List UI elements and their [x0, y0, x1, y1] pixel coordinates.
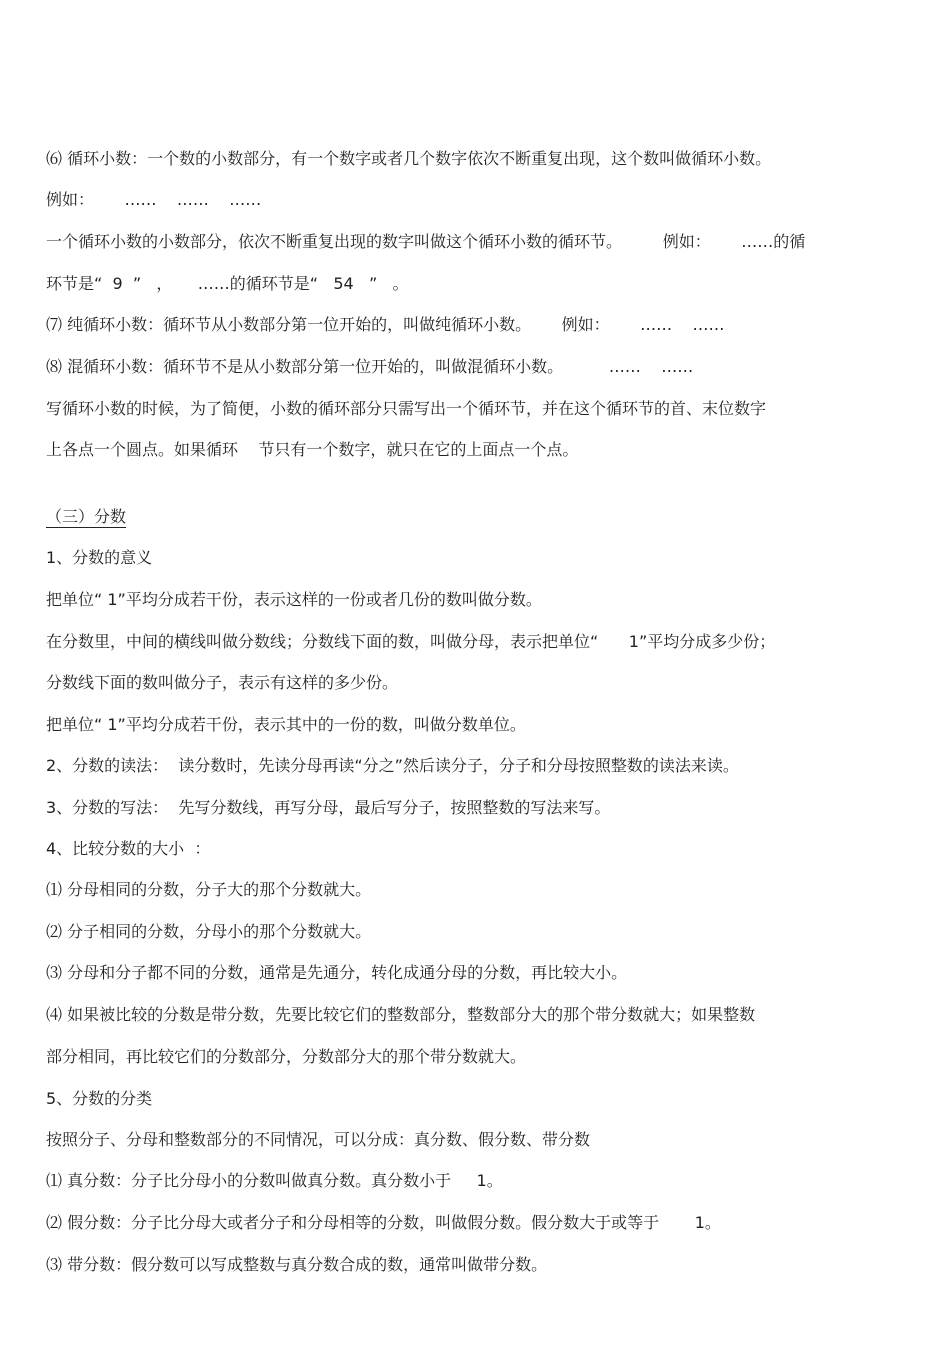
- section-heading: （三）分数: [46, 507, 127, 526]
- text-line: 环节是“ 9 ” ， ……的循环节是“ 54 ” 。: [46, 274, 409, 293]
- text-line: 一个循环小数的小数部分，依次不断重复出现的数字叫做这个循环小数的循环节。 例如： ……的循: [46, 232, 806, 251]
- text-line: 分数线下面的数叫做分子，表示有这样的多少份。: [46, 673, 399, 692]
- text-line: 2、分数的读法： 读分数时，先读分母再读“分之”然后读分子，分子和分母按照整数的读法来读。: [46, 756, 739, 775]
- text-line: 把单位“ 1”平均分成若干份，表示这样的一份或者几份的数叫做分数。: [46, 590, 542, 609]
- text-line: ⑺ 纯循环小数：循环节从小数部分第一位开始的，叫做纯循环小数。 例如： …… ……: [46, 315, 725, 334]
- text-line: 按照分子、分母和整数部分的不同情况，可以分成：真分数、假分数、带分数: [46, 1130, 591, 1149]
- text-line: ⑴ 真分数：分子比分母小的分数叫做真分数。真分数小于 1。: [46, 1171, 503, 1190]
- text-line: ⑵ 分子相同的分数，分母小的那个分数就大。: [46, 922, 372, 941]
- text-line: ⑷ 如果被比较的分数是带分数，先要比较它们的整数部分，整数部分大的那个带分数就大；如果整数: [46, 1005, 756, 1024]
- text-line: ⑴ 分母相同的分数，分子大的那个分数就大。: [46, 880, 372, 899]
- text-line: ⑹ 循环小数：一个数的小数部分，有一个数字或者几个数字依次不断重复出现，这个数叫做循环小数。: [46, 149, 772, 168]
- text-line: ⑶ 带分数：假分数可以写成整数与真分数合成的数，通常叫做带分数。: [46, 1255, 548, 1274]
- text-line: 部分相同，再比较它们的分数部分，分数部分大的那个带分数就大。: [46, 1047, 527, 1066]
- text-line: ⑶ 分母和分子都不同的分数，通常是先通分，转化成通分母的分数，再比较大小。: [46, 963, 628, 982]
- subsection-heading: 5、分数的分类: [46, 1089, 153, 1108]
- subsection-heading: 4、比较分数的大小 ：: [46, 839, 211, 858]
- text-line: 把单位“ 1”平均分成若干份，表示其中的一份的数，叫做分数单位。: [46, 715, 526, 734]
- text-line: 上各点一个圆点。如果循环 节只有一个数字，就只在它的上面点一个点。: [46, 440, 579, 459]
- text-line: ⑵ 假分数：分子比分母大或者分子和分母相等的分数，叫做假分数。假分数大于或等于 1。: [46, 1213, 721, 1232]
- text-line: 写循环小数的时候，为了简便，小数的循环部分只需写出一个循环节，并在这个循环节的首、末位数字: [46, 399, 767, 418]
- text-line: 在分数里，中间的横线叫做分数线；分数线下面的数，叫做分母，表示把单位“ 1”平均分成多少份；: [46, 632, 776, 651]
- text-line: ⑻ 混循环小数：循环节不是从小数部分第一位开始的，叫做混循环小数。 …… ……: [46, 357, 694, 376]
- subsection-heading: 1、分数的意义: [46, 548, 153, 567]
- text-line: 3、分数的写法： 先写分数线，再写分母，最后写分子，按照整数的写法来写。: [46, 798, 611, 817]
- text-line: 例如： …… …… ……: [46, 190, 262, 209]
